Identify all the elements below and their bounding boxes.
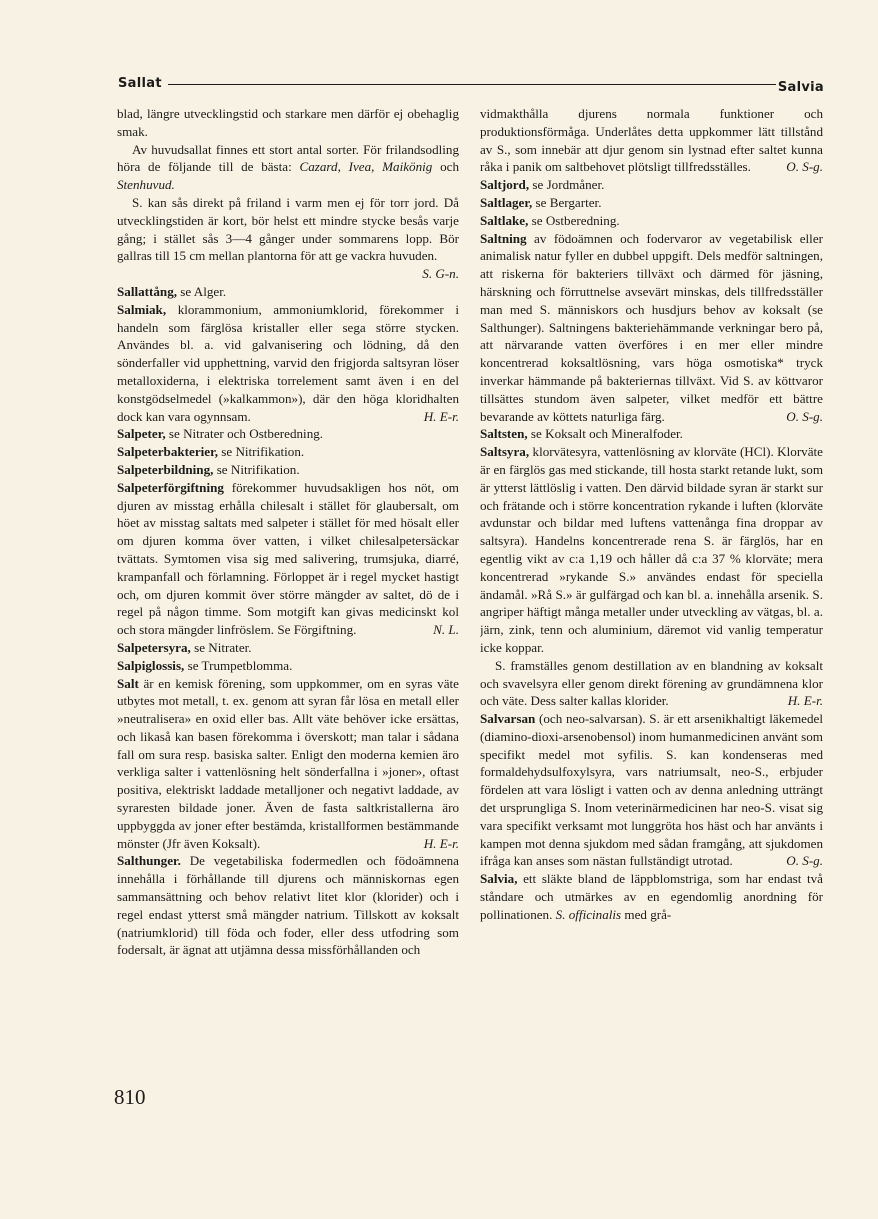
dictionary-entry bbox=[480, 194, 823, 212]
left-column bbox=[117, 105, 459, 1075]
entry-text: klorvätesyra, vattenlösning av klorväte (HCl). Klorväte är en färglös gas med stickande, till hosta starkt retande lukt, som är ytterst lättlöslig i vatten. Den därvid bildade syran är starkt sur och frätande och i större koncentration rykande i luften (klorväte avdunstar och bildar med luftens vattenånga fina droppar av saltsyra). Handelns koncentrerade rena S. är färglös, har en egentlig vikt av c:a 1,19 och håller då c:a 37 % klorväte; mera koncentrerad »rykande S.» användes endast för speciella ändamål. »Rå S.» är gulfärgad och kan bl. a. innehålla arsenik. S. angriper häftigt många metaller under utveckling av vätgas, bl. a. järn, zink, tenn och aluminium, däremot vid vanlig temperatur icke koppar. bbox=[480, 444, 823, 655]
header-left-word: Sallat bbox=[118, 76, 162, 91]
entry-text: ett släkte bland de läppblomstriga, som har endast två ståndare och utmärkes av en egendomlig anordning för pollinationen. bbox=[480, 871, 823, 922]
dictionary-entry bbox=[480, 443, 823, 657]
author-signature: O. S-g. bbox=[786, 853, 823, 869]
entry-text: se Ostberedning. bbox=[528, 212, 620, 228]
entry-headword: Saltning bbox=[480, 230, 527, 246]
dictionary-entry bbox=[117, 675, 459, 853]
entry-headword: Salpeter, bbox=[117, 426, 166, 442]
dictionary-entry bbox=[117, 461, 459, 479]
entry-text: och bbox=[432, 159, 459, 175]
entry-text: klorammonium, ammoniumklorid, förekommer i handeln som färglösa kristaller eller sega större stycken. Användes bl. a. vid galvanisering och lödning, då den sönderfaller vid upphettning, varvid den frigjorda saltsyran löser metalloxiderna, i elektriska torrelement samt även i en del konstgödselmedel (»kalkammon»), där den höga kloridhalten dock kan vara ogynnsam. bbox=[117, 301, 459, 424]
entry-headword: Saltjord, bbox=[480, 177, 530, 193]
entry-headword: Salvia, bbox=[480, 871, 518, 887]
entry-text: se Nitrater och Ostberedning. bbox=[165, 426, 324, 442]
dictionary-entry bbox=[117, 301, 459, 426]
author-signature: O. S-g. bbox=[786, 159, 823, 175]
entry-headword: Saltsyra, bbox=[480, 444, 530, 460]
entry-text: se Alger. bbox=[177, 283, 227, 299]
dictionary-entry bbox=[480, 657, 823, 710]
header-rule bbox=[168, 84, 776, 85]
entry-text: se Koksalt och Mineralfoder. bbox=[527, 426, 683, 442]
dictionary-entry bbox=[117, 425, 459, 443]
dictionary-entry bbox=[117, 443, 459, 461]
entry-text: vidmakthålla djurens normala funktioner och produktionsförmåga. Underlåtes detta uppkommer lätt tillstånd av S., som innebär att djur genom sin lystnad efter saltet kunna råka i panik om saltbehovet plötsligt tillfredsställes. bbox=[480, 106, 823, 175]
dictionary-entry bbox=[117, 283, 459, 301]
entry-text: S. kan sås direkt på friland i varm men ej för torr jord. Då utvecklingstiden är kort, bör helst ett mindre stycke besås varje gång; i stället sås 3—4 gånger under sommarens lopp. Bör gallras till 15 cm mellan plantorna för att ge vackra huvuden. bbox=[117, 194, 459, 264]
entry-headword: Salmiak, bbox=[117, 301, 167, 317]
entry-text: (och neo-salvarsan). S. är ett arsenikhaltigt läkemedel (diamino-dioxi-arsenobensol) inom humanmedicinen använt som specifikt medel mot syfilis. S. kan kondenseras med formaldehydsulfoxylsyra, vars natriumsalt, neo-S., erbjuder fördelen att vara lösligt i vatten och av denna anledning utträngt det ursprungliga S. Inom veterinärmedicinen har neo-S. visat sig vara specifikt verksamt mot lunggröta hos häst och har använts i kampen mot denna sjukdom med sådan framgång, att sjukdomen ifråga kan anses som nästan fullständigt utrotad. bbox=[480, 711, 823, 869]
entry-text: se Nitrater. bbox=[190, 639, 252, 655]
entry-text: av födoämnen och fodervaror av vegetabilisk eller animalisk natur fyller en dubbel uppgift. Dels medför saltningen, att riskerna för bakteriers tillväxt och därmed för jäsning, härskning och förruttnelse avsevärt minskas, dels tillfredsställer man med S. människors och husdjurs behov av koksalt (se Salthunger). Saltningens bakteriehämmande verkningar bero på, att närvarande vatten överföres i en mer eller mindre koncentrerad koksaltlösning, vars höga osmotiska* tryck inverkar hämmande på bakteriernas tillväxt. Vid S. av köttvaror tillsättes stundom även salpeter, vilket medför ett bättre bevarande av köttets naturliga färg. bbox=[480, 230, 823, 424]
dictionary-entry bbox=[117, 657, 459, 675]
entry-headword: Salthunger. bbox=[117, 853, 181, 869]
dictionary-entry bbox=[117, 194, 459, 283]
right-column bbox=[480, 105, 823, 1075]
entry-headword: Salpiglossis, bbox=[117, 657, 185, 673]
dictionary-entry bbox=[117, 852, 459, 959]
dictionary-entry bbox=[480, 105, 823, 176]
author-signature: S. G-n. bbox=[422, 266, 459, 282]
page-number: 810 bbox=[114, 1085, 146, 1109]
running-header bbox=[118, 74, 824, 96]
entry-headword: Saltlake, bbox=[480, 212, 529, 228]
entry-text: förekommer huvudsakligen hos nöt, om djuren av misstag erhålla chilesalt i stället för glaubersalt, om höet av misstag saltats med salpeter i stället för med hösalt eller om djuren komma över vatten, i vilket chilesalpetersäckar tvättats. Symtomen visa sig med salivering, trumsjuka, diarré, krampanfall och förlamning. Förloppet är i regel mycket hastigt och, om djuren kommit över större mängder av saltet, dö de i regel på någon timme. Som motgift kan givas medicinskt kol och stora mängder linfröslem. Se Förgiftning. bbox=[117, 479, 459, 638]
dictionary-entry bbox=[480, 176, 823, 194]
entry-headword: Sallattång, bbox=[117, 283, 178, 299]
entry-text: se Bergarter. bbox=[532, 194, 602, 210]
entry-text: se Nitrifikation. bbox=[217, 444, 305, 460]
italic-term: Cazard, Ivea, Maikönig bbox=[299, 159, 433, 175]
dictionary-entry bbox=[480, 425, 823, 443]
author-signature: H. E-r. bbox=[423, 408, 459, 424]
entry-headword: Salpetersyra, bbox=[117, 639, 191, 655]
entry-text: S. framställes genom destillation av en blandning av koksalt och svavelsyra eller genom direkt förening av grundämnena klor och väte. Dess salter kallas klorider. bbox=[480, 657, 823, 709]
italic-term: Stenhuvud. bbox=[117, 177, 175, 193]
entry-text: är en kemisk förening, som uppkommer, om en syras väte utbytes mot metall, t. ex. genom att syran får lösa en metall eller »neutralisera» en oxid eller bas. Allt väte behöver icke ersättas, och likaså kan basen förekomma i överskott; man talar i sådana fall om sura resp. basiska salter. Enligt den moderna kemien äro verkliga salter i vattenlösning helt sönderfallna i »joner», oftast positiva, elektriskt laddade metalljoner och negativt laddade, av syraresten bildade joner. Även de fasta saltkristallerna äro uppbyggda av joner efter bestämda, kristallformen bestämmande mönster (Jfr även Koksalt). bbox=[117, 675, 459, 851]
entry-text: Av huvudsallat finnes ett stort antal sorter. För frilandsodling höra de följande till de bästa: bbox=[117, 141, 459, 175]
dictionary-entry bbox=[480, 230, 823, 426]
entry-headword: Saltsten, bbox=[480, 426, 528, 442]
dictionary-entry bbox=[480, 212, 823, 230]
dictionary-entry bbox=[480, 710, 823, 870]
entry-text: blad, längre utvecklingstid och starkare men därför ej obehaglig smak. bbox=[117, 106, 459, 139]
dictionary-entry bbox=[117, 105, 459, 141]
entry-headword: Salvarsan bbox=[480, 711, 536, 727]
entry-headword: Salpeterbildning, bbox=[117, 461, 214, 477]
dictionary-entry bbox=[117, 141, 459, 194]
dictionary-entry bbox=[117, 639, 459, 657]
dictionary-entry bbox=[480, 870, 823, 923]
author-signature: N. L. bbox=[433, 622, 459, 638]
author-signature: H. E-r. bbox=[423, 835, 459, 851]
entry-headword: Salpeterförgiftning bbox=[117, 479, 224, 495]
italic-term: S. officinalis bbox=[555, 906, 622, 922]
entry-headword: Saltlager, bbox=[480, 194, 533, 210]
author-signature: O. S-g. bbox=[786, 408, 823, 424]
dictionary-entry bbox=[117, 479, 459, 639]
entry-text: De vegetabiliska fodermedlen och födoämnena innehålla i förhållande till djurens och människornas egen sammansättning och behov relativt litet klor (klorider) och i regel endast ytterst små mängder natrium. Tillskott av koksalt (natriumklorid) till föda och foder, eller dess utfodring som fodersalt, är ägnat att utjämna dessa missförhållanden och bbox=[117, 853, 459, 958]
entry-headword: Salpeterbakterier, bbox=[117, 444, 218, 460]
header-right-word: Salvia bbox=[777, 80, 824, 95]
author-signature: H. E-r. bbox=[787, 693, 823, 709]
entry-text: med grå- bbox=[621, 906, 672, 922]
entry-text: se Nitrifikation. bbox=[213, 461, 300, 477]
entry-headword: Salt bbox=[117, 675, 139, 691]
entry-text: se Trumpetblomma. bbox=[184, 657, 293, 673]
entry-text: se Jordmåner. bbox=[529, 177, 605, 193]
